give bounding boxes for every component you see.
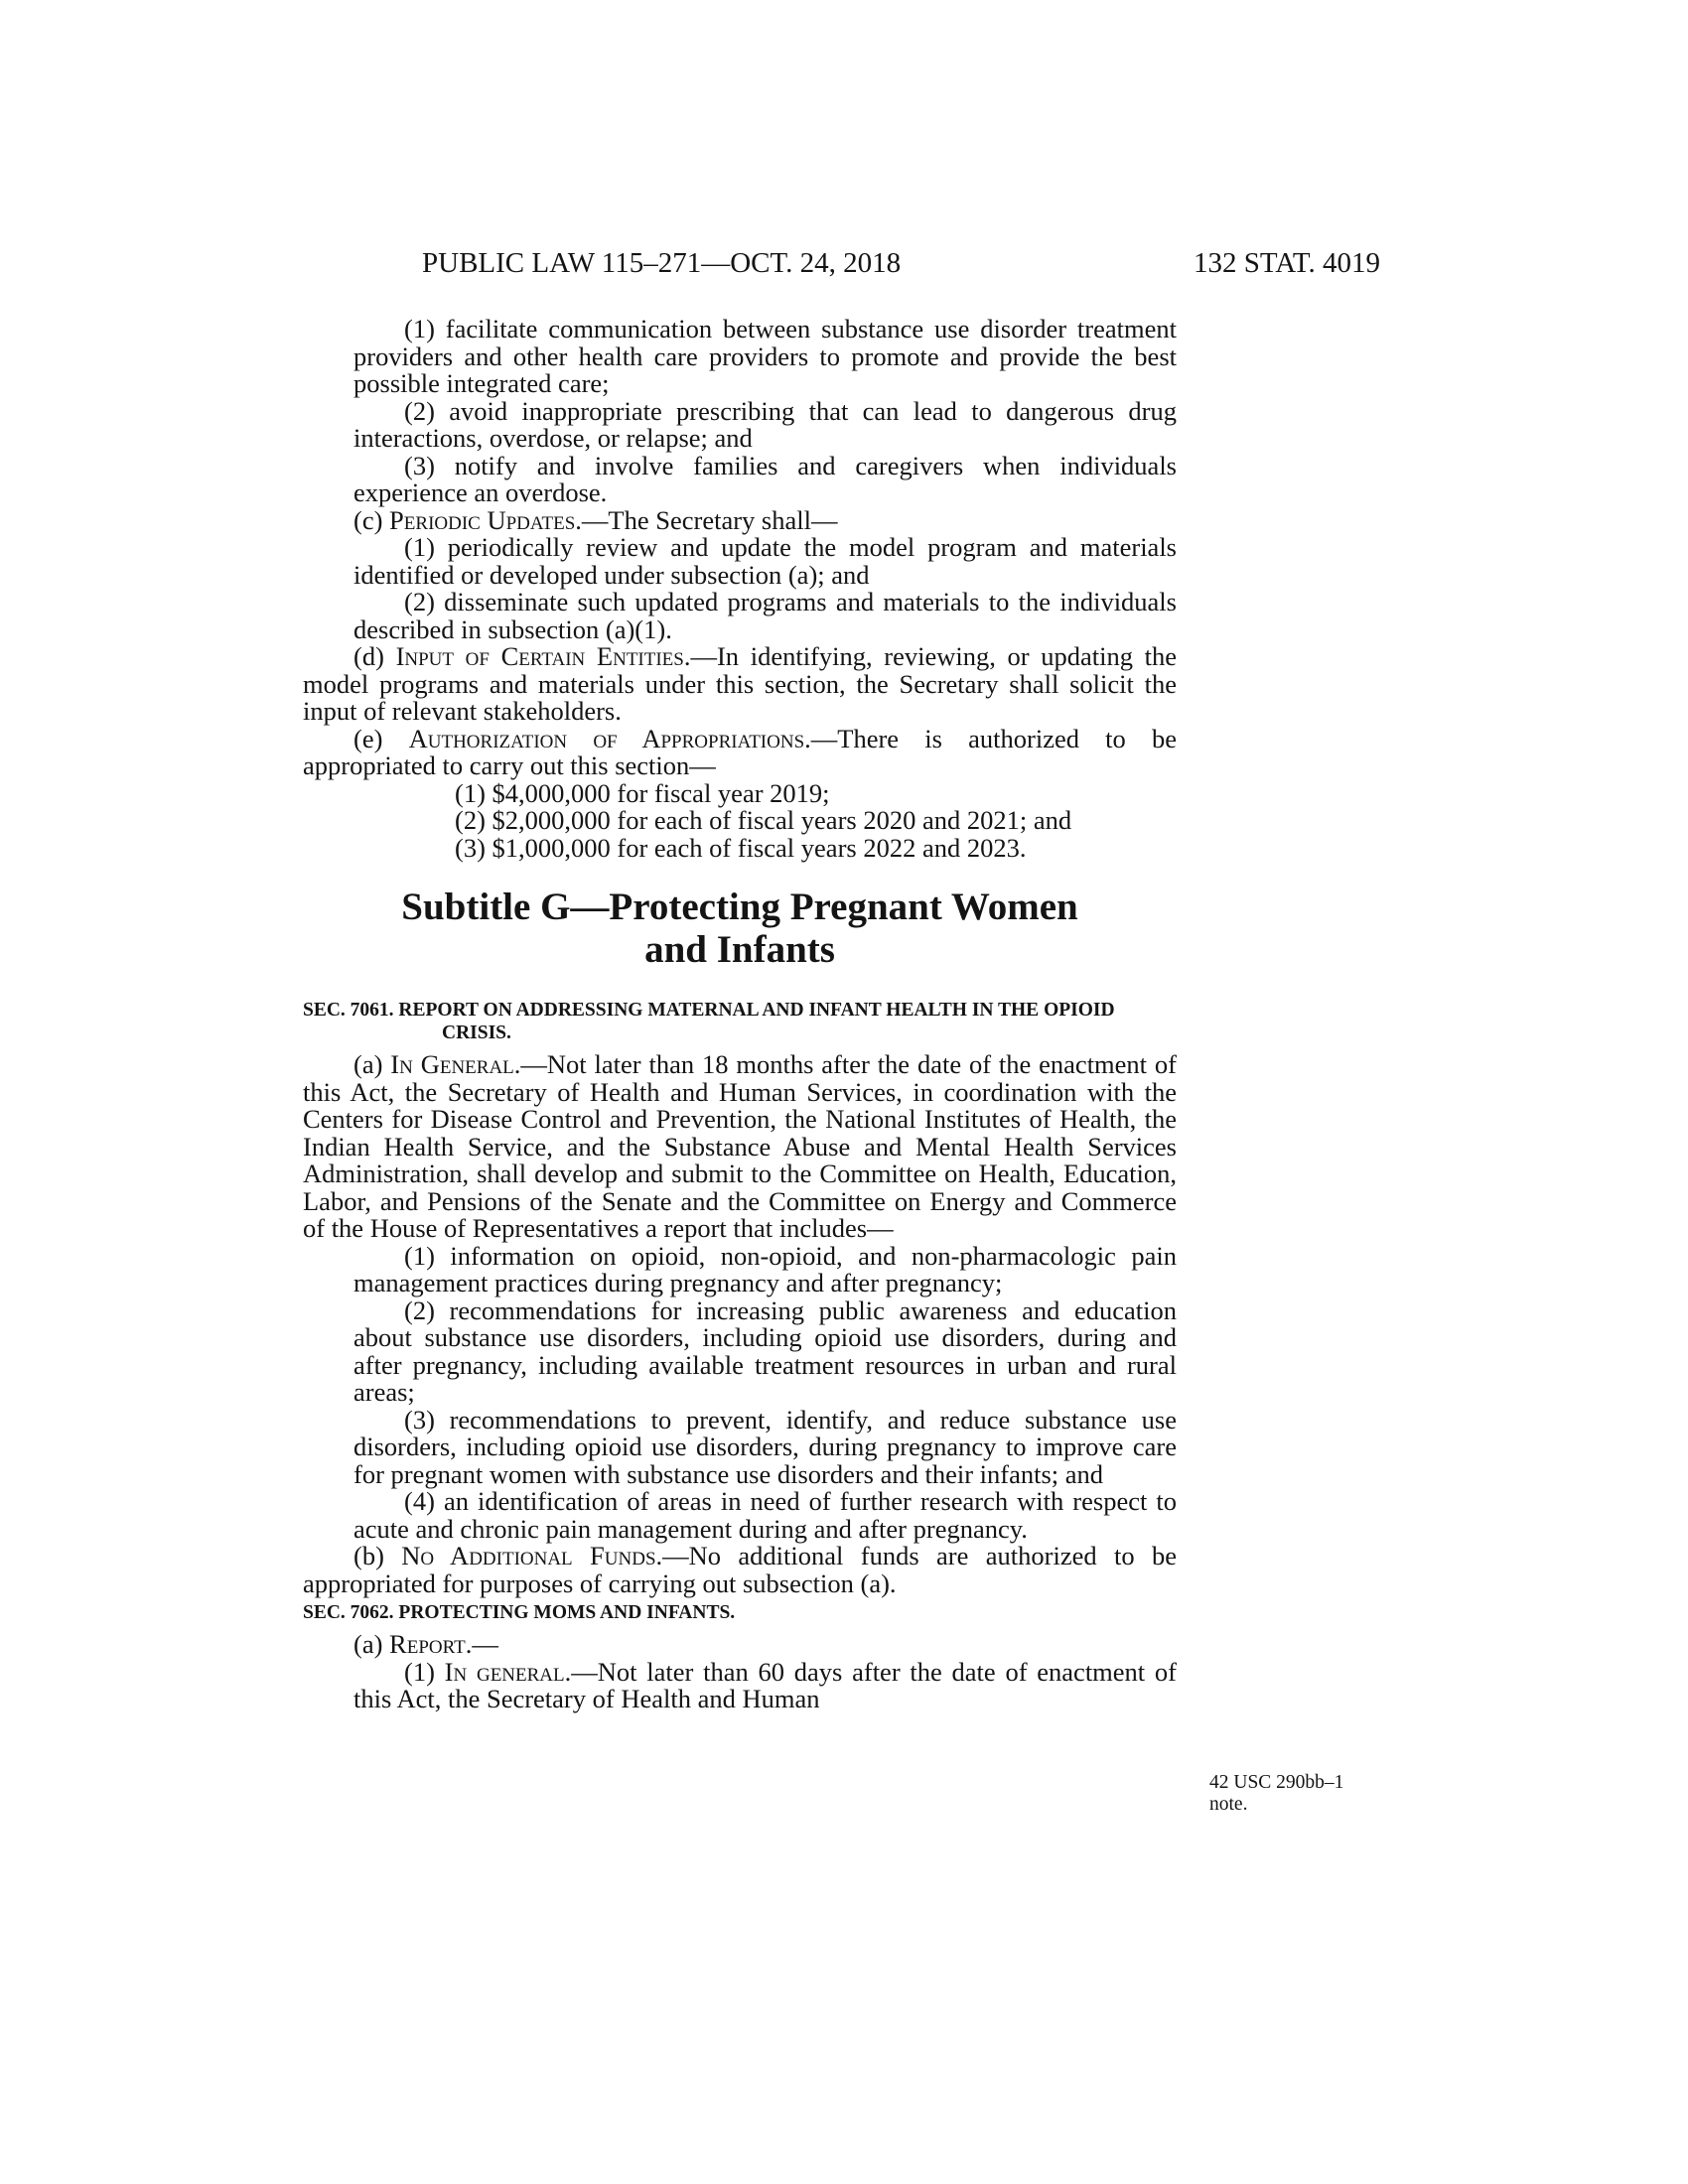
section-7062-subsection-a: (a) Report.— <box>353 1629 498 1659</box>
section-7061-subsection-a: (a) In General.—Not later than 18 months after the date of the enactment of this Act, the Secretary of Health and Human Services, in coordination with the Centers for Disease Control and Prevention, the National Institutes of Health, the Indian Health Service, and the Substance Abuse and Mental Health Services Administration, shall develop and submit to the Committee on Health, Education, Labor, and Pensions of the Senate and the Committee on Energy and Commerce of the House of Representatives a report that includes— <box>303 1049 1177 1243</box>
section-7061-paragraph-4: (4) an identification of areas in need of further research with respect to acute and chronic pain management during and after pregnancy. <box>353 1486 1177 1544</box>
paragraph-b3: (3) notify and involve families and caregivers when individuals experience an overdose. <box>353 450 1177 507</box>
subsection-e-heading: Authorization of Appropriations. <box>408 723 811 753</box>
subsection-d: (d) Input of Certain Entities.—In identifying, reviewing, or updating the model programs and materials under this section, the Secretary shall solicit the input of relevant stakeholders. <box>303 641 1177 726</box>
statutes-page-number: 132 STAT. 4019 <box>1193 247 1380 279</box>
section-7062-paragraph-1-text: —Not later than 60 days after the date of enactment of this Act, the Secretary of Health and Human <box>353 1656 1178 1713</box>
section-7062-a-text: — <box>472 1629 498 1659</box>
paragraph-e3: (3) $1,000,000 for each of fiscal years 2022 and 2023. <box>455 832 1027 863</box>
subtitle-heading <box>303 886 1177 971</box>
margin-note-usc <box>1209 1772 1358 1816</box>
subsection-e: (e) Authorization of Appropriations.—There is authorized to be appropriated to carry out this section— <box>303 723 1178 780</box>
section-7062-paragraph-1-number: (1) <box>404 1656 445 1687</box>
section-7061-a-text: —Not later than 18 months after the date of the enactment of this Act, the Secretary of Health and Human Services, in coordination with the Centers for Disease Control and Prevention, the National Institutes of Health, the Indian Health Service, and the Substance Abuse and Mental Health Services Administration, shall develop and submit to the Committee on Health, Education, Labor, and Pensions of the Senate and the Committee on Energy and Commerce of the House of Representatives a report that includes— <box>303 1049 1177 1243</box>
section-7062-paragraph-1 <box>303 1656 1178 1713</box>
section-7062-heading: SEC. 7062. PROTECTING MOMS AND INFANTS. <box>303 1602 736 1623</box>
subsection-d-heading: Input of Certain Entities. <box>395 641 691 671</box>
subtitle-line-1: Subtitle G—Protecting Pregnant Women <box>401 886 1078 928</box>
running-header <box>298 243 1380 283</box>
paragraph-c1: (1) periodically review and update the model program and materials identified or developed under subsection (a); and <box>353 532 1177 590</box>
section-7061-b-text: —No additional funds are authorized to be appropriated for purposes of carrying out subsection (a). <box>303 1541 1177 1598</box>
section-7061-paragraph-3: (3) recommendations to prevent, identify, and reduce substance use disorders, including opioid use disorders, during pregnancy to improve care for pregnant women with substance use disorders and their infants; and <box>353 1404 1177 1489</box>
public-law-citation: PUBLIC LAW 115–271—OCT. 24, 2018 <box>422 247 902 279</box>
subsection-e-text: —There is authorized to be appropriated to carry out this section— <box>303 723 1178 780</box>
paragraph-e1: (1) $4,000,000 for fiscal year 2019; <box>455 777 830 808</box>
paragraph-e2: (2) $2,000,000 for each of fiscal years 2020 and 2021; and <box>455 805 1072 835</box>
margin-note-line-2: note. <box>1209 1794 1248 1815</box>
subsection-d-text: —In identifying, reviewing, or updating the model programs and materials under this section, the Secretary shall solicit the input of relevant stakeholders. <box>303 641 1177 726</box>
margin-note-line-1: 42 USC 290bb–1 <box>1209 1772 1344 1793</box>
section-7062-paragraph-1-heading: In general. <box>444 1656 572 1687</box>
subsection-c-heading: Periodic Updates. <box>389 504 582 535</box>
paragraph-b2: (2) avoid inappropriate prescribing that can lead to dangerous drug interactions, overdose, or relapse; and <box>353 395 1177 453</box>
subsection-c: (c) Periodic Updates.—The Secretary shall— <box>353 504 838 535</box>
section-7061-b-heading: No Additional Funds. <box>401 1541 663 1570</box>
section-7061-paragraph-1: (1) information on opioid, non-opioid, and non-pharmacologic pain management practices during pregnancy and after pregnancy; <box>353 1240 1177 1297</box>
section-7061-a-heading: In General. <box>390 1049 521 1079</box>
section-7061-heading: SEC. 7061. REPORT ON ADDRESSING MATERNAL AND INFANT HEALTH IN THE OPIOID CRISIS. <box>303 1000 1115 1043</box>
main-text-column <box>303 316 1177 1713</box>
section-7061-subsection-b: (b) No Additional Funds.—No additional funds are authorized to be appropriated for purposes of carrying out subsection (a). <box>303 1541 1177 1598</box>
section-7062-a-heading: Report. <box>389 1629 473 1659</box>
paragraph-b1: (1) facilitate communication between substance use disorder treatment providers and other health care providers to promote and provide the best possible integrated care; <box>353 314 1177 398</box>
paragraph-c2: (2) disseminate such updated programs and materials to the individuals described in subsection (a)(1). <box>353 587 1177 644</box>
subsection-c-text: —The Secretary shall— <box>581 504 838 535</box>
section-7061-paragraph-2: (2) recommendations for increasing public awareness and education about substance use disorders, including opioid use disorders, during and after pregnancy, including available treatment resources in urban and rural areas; <box>353 1295 1177 1407</box>
subtitle-line-2: and Infants <box>644 928 835 971</box>
